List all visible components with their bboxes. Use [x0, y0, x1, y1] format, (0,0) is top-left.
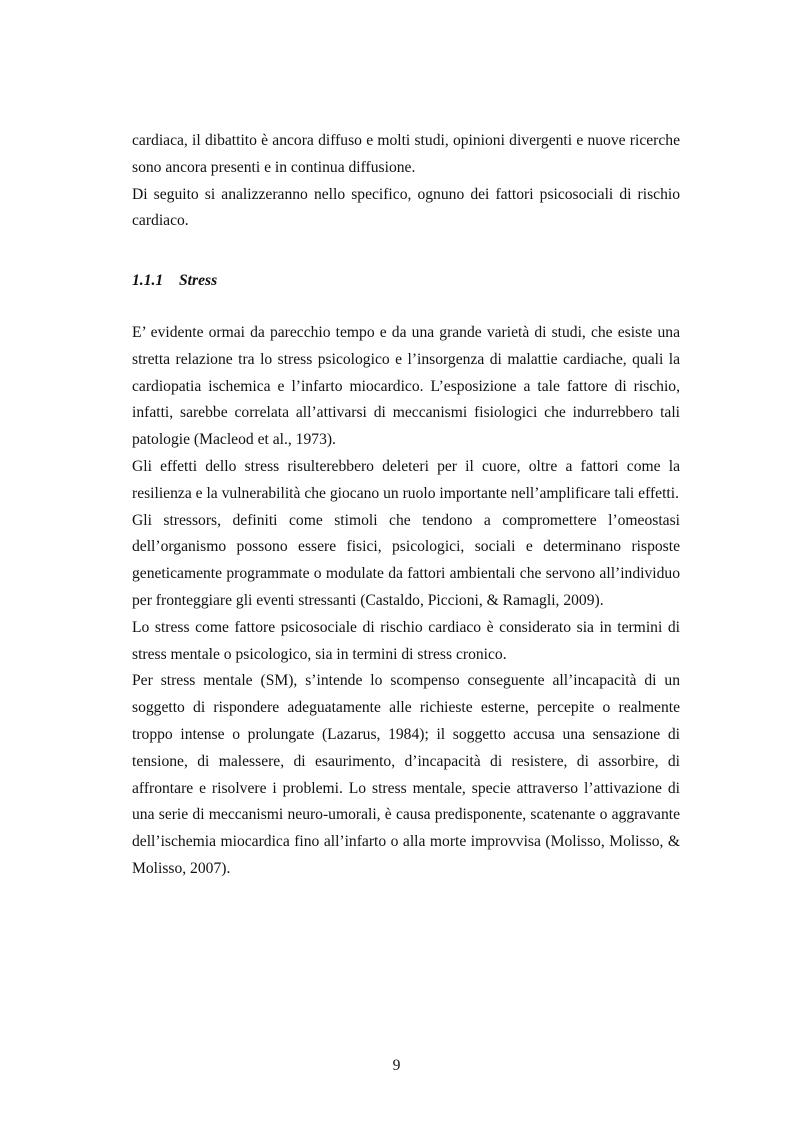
- paragraph: Di seguito si analizzeranno nello specifico, ognuno dei fattori psicosociali di rischio cardiaco.: [132, 185, 680, 230]
- paragraph: Gli effetti dello stress risulterebbero deleteri per il cuore, oltre a fattori come la resilienza e la vulnerabilità che giocano un ruolo importante nell’amplificare tali effetti.: [132, 457, 680, 502]
- body-text: [132, 320, 680, 883]
- paragraph: Per stress mentale (SM), s’intende lo scompenso conseguente all’incapacità di un soggetto di rispondere adeguatamente alle richieste esterne, percepite o realmente troppo intense o prolungate (Lazarus, 1984); il soggetto accusa una sensazione di tensione, di malessere, di esaurimento, d’incapacità di resistere, di assorbire, di affrontare e risolvere i problemi. Lo stress mentale, specie attraverso l’attivazione di una serie di meccanismi neuro-umorali, è causa predisponente, scatenante o aggravante dell’ischemia miocardica fino all’infarto o alla morte improvvisa (Molisso, Molisso, & Molisso, 2007).: [132, 672, 680, 877]
- paragraph: Lo stress come fattore psicosociale di rischio cardiaco è considerato sia in termini di stress mentale o psicologico, sia in termini di stress cronico.: [132, 618, 680, 663]
- paragraph: E’ evidente ormai da parecchio tempo e da una grande varietà di studi, che esiste una stretta relazione tra lo stress psicologico e l’insorgenza di malattie cardiache, quali la cardiopatia ischemica e l’infarto miocardico. L’esposizione a tale fattore di rischio, infatti, sarebbe correlata all’attivarsi di meccanismi fisiologici che indurrebbero tali patologie (Macleod et al., 1973).: [132, 324, 680, 449]
- section-number: 1.1.1: [132, 272, 164, 289]
- paragraph: Gli stressors, definiti come stimoli che tendono a compromettere l’omeostasi dell’organismo possono essere fisici, psicologici, sociali e determinano risposte geneticamente programmate o modulate da fattori ambientali che servono all’individuo per fronteggiare gli eventi stressanti (Castaldo, Piccioni, & Ramagli, 2009).: [132, 511, 680, 609]
- intro-text: [132, 128, 680, 235]
- paragraph: cardiaca, il dibattito è ancora diffuso e molti studi, opinioni divergenti e nuove ricerche sono ancora presenti e in continua diffusione.: [132, 132, 680, 176]
- page-number: 9: [392, 1057, 401, 1074]
- section-heading: [132, 268, 217, 295]
- section-title: Stress: [179, 272, 218, 289]
